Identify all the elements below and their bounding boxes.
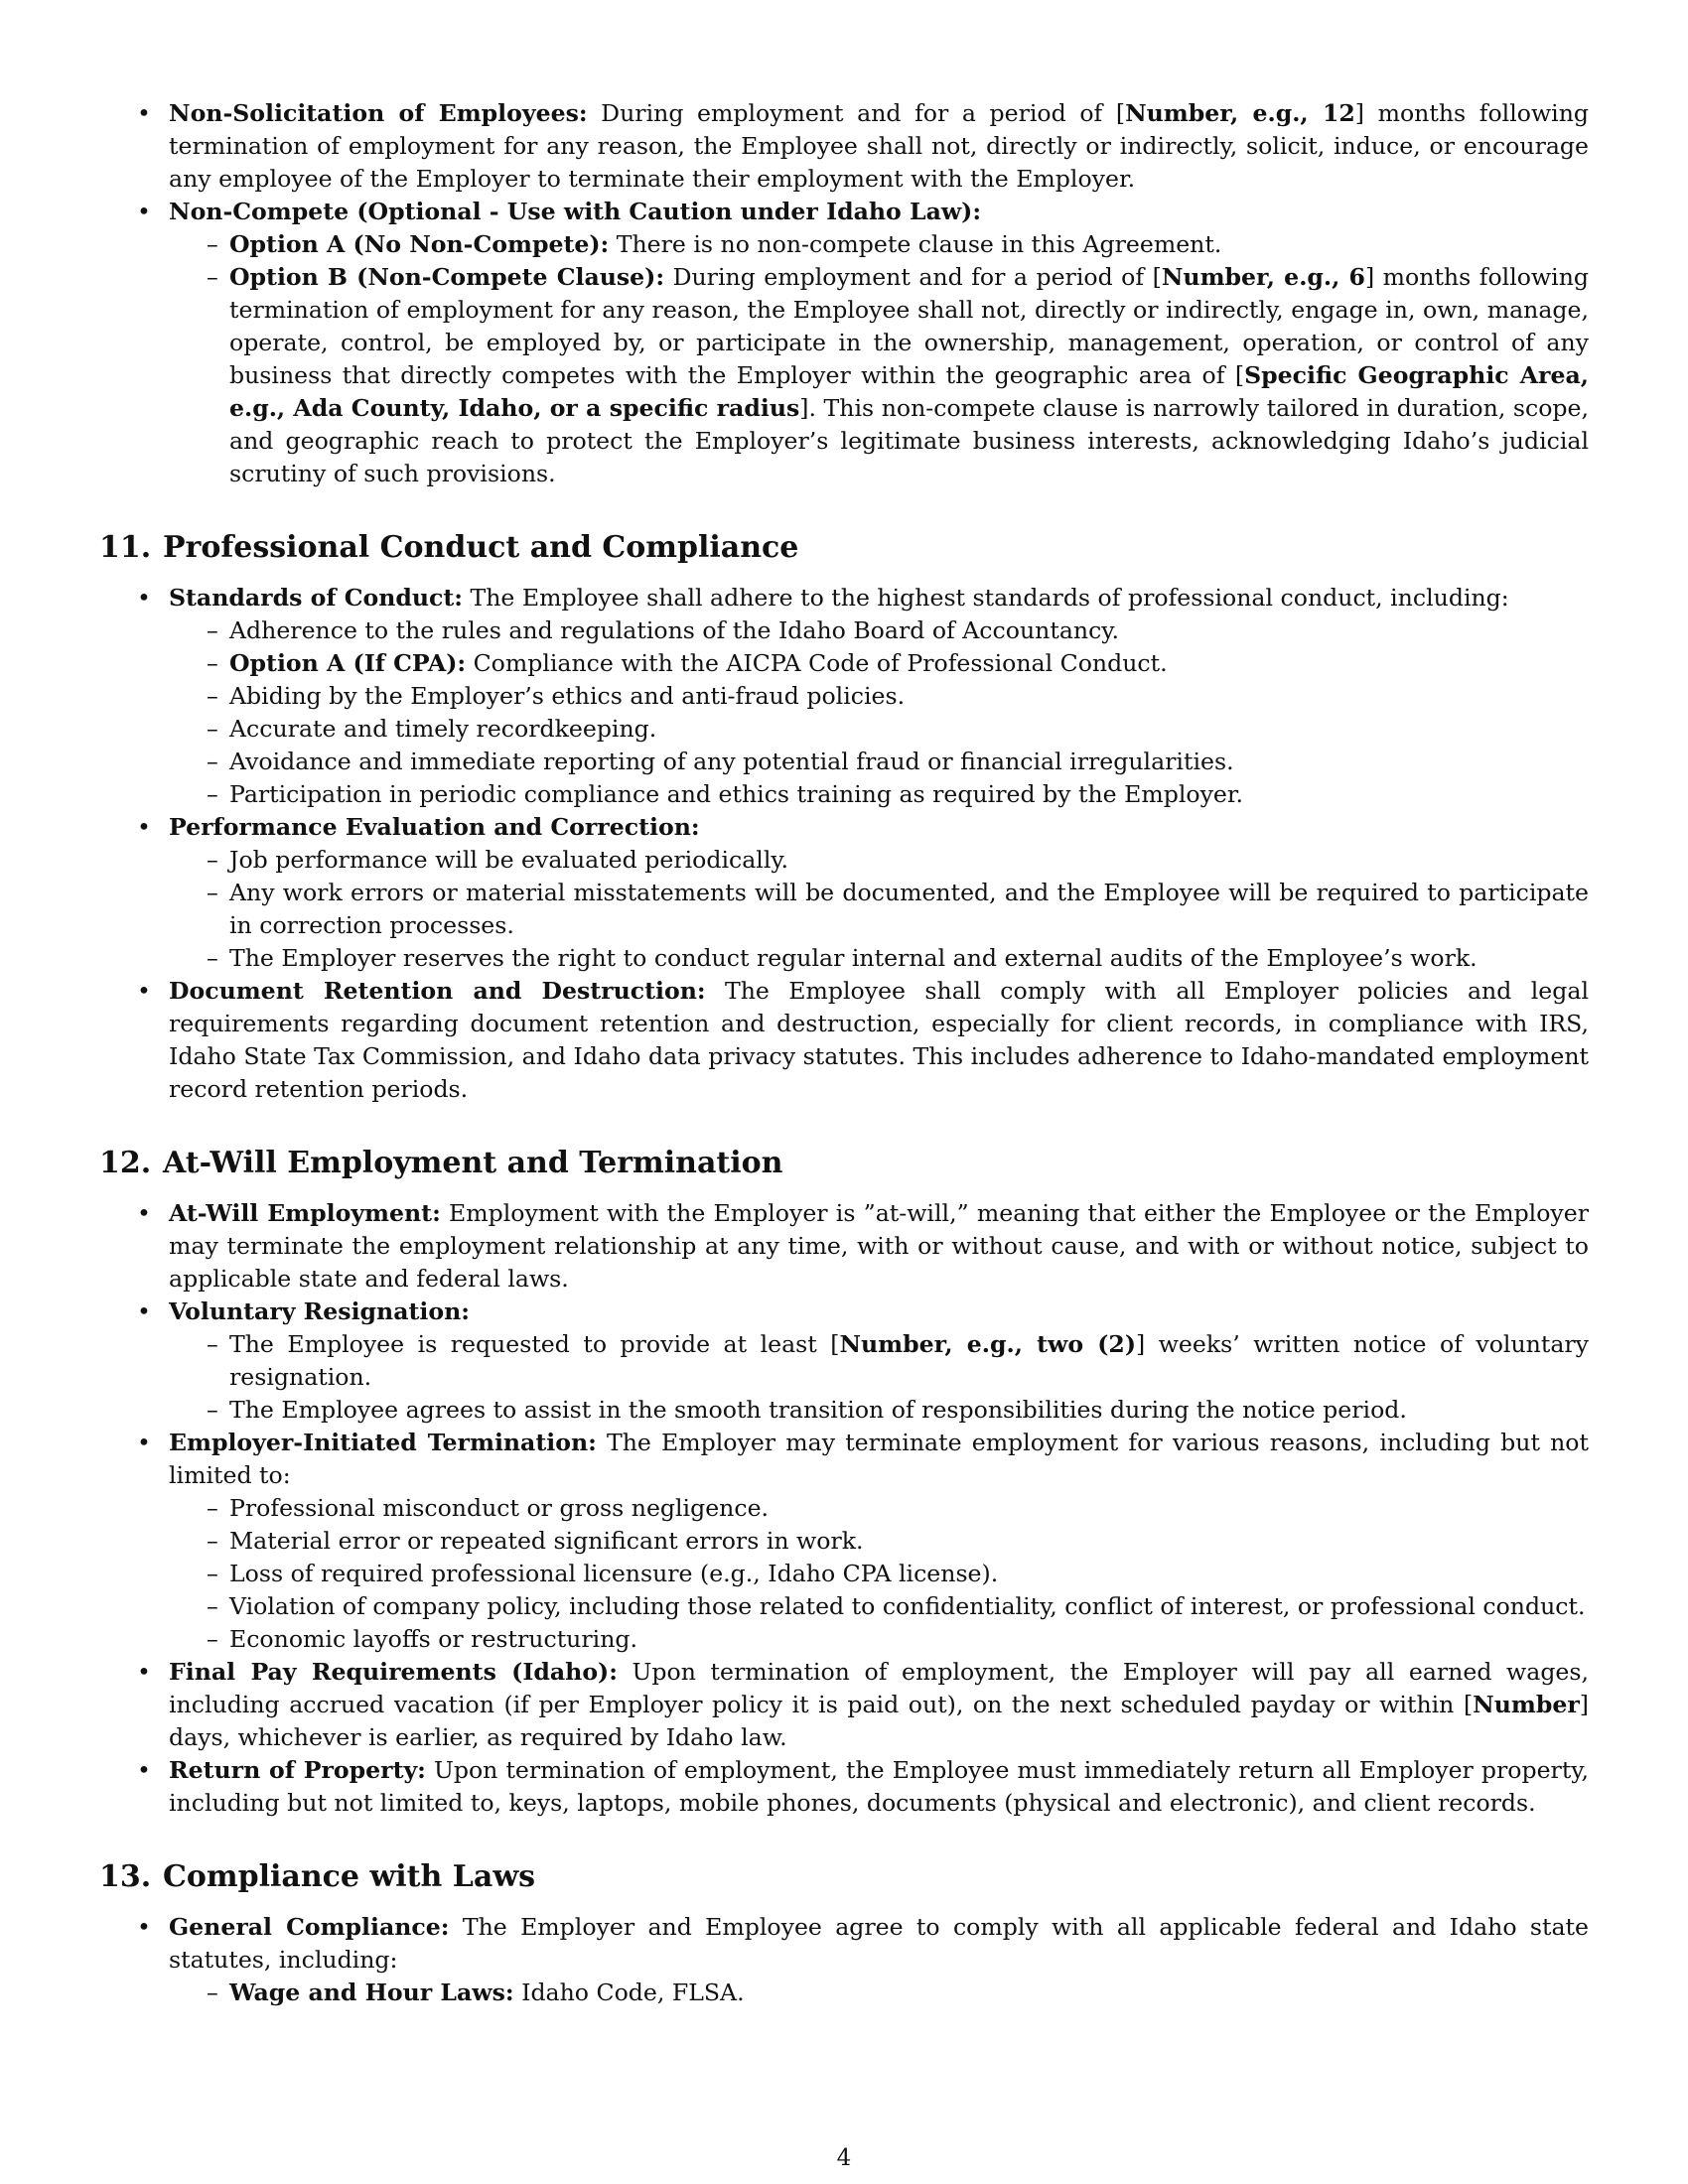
sub-item: – Loss of required professional licensure (e.g., Idaho CPA license). xyxy=(169,1558,1589,1590)
list-item-final-pay: • Final Pay Requirements (Idaho): Upon termination of employment, the Employer will pay all earned wages, including accrued vacation (if per Employer policy it is paid out), on the next scheduled payday or within [Number] days, whichever is earlier, as required by Idaho law. xyxy=(99,1656,1589,1754)
list-item-return-property: • Return of Property: Upon termination of employment, the Employee must immediately return all Employer property, including but not limited to, keys, laptops, mobile phones, documents (physical and electronic), and client records. xyxy=(99,1754,1589,1820)
sub-item: – Violation of company policy, including those related to confidentiality, conflict of interest, or professional conduct. xyxy=(169,1590,1589,1623)
termination-reasons-sublist xyxy=(169,1492,1589,1656)
list-item-non-solicitation: • Non-Solicitation of Employees: During employment and for a period of [Number, e.g., 12] months following termination of employment for any reason, the Employee shall not, directly or indirectly, solicit, induce, or encourage any employee of the Employer to terminate their employment with the Employer. xyxy=(99,97,1589,196)
section12-list xyxy=(99,1197,1589,1820)
sub-item-option-a: – Option A (No Non-Compete): There is no non-compete clause in this Agreement. xyxy=(169,228,1589,261)
section-heading-11: 11. Professional Conduct and Compliance xyxy=(99,530,799,565)
performance-sublist xyxy=(169,844,1589,975)
sub-item: – Wage and Hour Laws: Idaho Code, FLSA. xyxy=(169,1977,1589,2009)
non-compete-options xyxy=(169,228,1589,490)
sub-item: – Accurate and timely recordkeeping. xyxy=(169,713,1589,746)
list-item-document-retention: • Document Retention and Destruction: The Employee shall comply with all Employer policies and legal requirements regarding document retention and destruction, especially for client records, in compliance with IRS, Idaho State Tax Commission, and Idaho data privacy statutes. This includes adherence to Idaho-mandated employment record retention periods. xyxy=(99,975,1589,1106)
sub-item: – Adherence to the rules and regulations of the Idaho Board of Accountancy. xyxy=(169,614,1589,647)
list-item-at-will: • At-Will Employment: Employment with the Employer is ”at-will,” meaning that either the Employee or the Employer may terminate the employment relationship at any time, with or without cause, and with or without notice, subject to applicable state and federal laws. xyxy=(99,1197,1589,1296)
resignation-sublist xyxy=(169,1328,1589,1427)
compliance-sublist xyxy=(169,1977,1589,2009)
list-item-non-compete xyxy=(99,196,1589,490)
sub-item: – Economic layoffs or restructuring. xyxy=(169,1623,1589,1656)
sub-item: – Abiding by the Employer’s ethics and anti-fraud policies. xyxy=(169,680,1589,713)
section10-continued-list xyxy=(99,97,1589,490)
section11-list xyxy=(99,582,1589,1106)
page-number: 4 xyxy=(836,2145,852,2171)
sub-item: – Avoidance and immediate reporting of any potential fraud or financial irregularities. xyxy=(169,746,1589,778)
item-label: Non-Compete (Optional - Use with Caution under Idaho Law): xyxy=(169,198,982,225)
sub-item: – Any work errors or material misstatements will be documented, and the Employee will be required to participate in correction processes. xyxy=(169,877,1589,942)
sub-item: – The Employee agrees to assist in the smooth transition of responsibilities during the notice period. xyxy=(169,1394,1589,1427)
item-label: Non-Solicitation of Employees: xyxy=(169,99,588,127)
section13-list xyxy=(99,1911,1589,2009)
sub-item: – Material error or repeated significant errors in work. xyxy=(169,1525,1589,1558)
section-heading-12: 12. At-Will Employment and Termination xyxy=(99,1146,783,1180)
sub-item: – Job performance will be evaluated periodically. xyxy=(169,844,1589,877)
list-item-standards: • Standards of Conduct: The Employee shall adhere to the highest standards of professional conduct, including: – Adherence to the rules and regulations of the Idaho Board of Accountancy. – Option A (If CPA): Compliance with the AICPA Code of Professional Conduct. – Abiding by the Employer’s ethics and anti-fraud policies. – Accurate and timely recordkeeping. – Avoidance and immediate reporting of any potential fraud or financial irregularities. – Participation in periodic compliance and ethics training as required by the Employer. xyxy=(99,582,1589,811)
list-item-voluntary-resignation: • Voluntary Resignation: – The Employee is requested to provide at least [Number, e.g., two (2)] weeks’ written notice of voluntary resignation. – The Employee agrees to assist in the smooth transition of responsibilities during the notice period. xyxy=(99,1296,1589,1427)
page-content xyxy=(99,97,1589,2009)
sub-item: – The Employee is requested to provide at least [Number, e.g., two (2)] weeks’ written notice of voluntary resignation. xyxy=(169,1328,1589,1394)
sub-item: – Participation in periodic compliance and ethics training as required by the Employer. xyxy=(169,778,1589,811)
section-heading-13: 13. Compliance with Laws xyxy=(99,1859,536,1894)
standards-sublist xyxy=(169,614,1589,811)
sub-item: – Professional misconduct or gross negligence. xyxy=(169,1492,1589,1525)
list-item-employer-termination: • Employer-Initiated Termination: The Employer may terminate employment for various reasons, including but not limited to: – Professional misconduct or gross negligence. – Material error or repeated significant errors in work. – Loss of required professional licensure (e.g., Idaho CPA license). – Violation of company policy, including those related to confidentiality, conflict of interest, or professional conduct. – Economic layoffs or restructuring. xyxy=(99,1427,1589,1656)
sub-item: – Option A (If CPA): Compliance with the AICPA Code of Professional Conduct. xyxy=(169,647,1589,680)
sub-item: – The Employer reserves the right to conduct regular internal and external audits of the Employee’s work. xyxy=(169,942,1589,975)
sub-item-option-b: – Option B (Non-Compete Clause): During employment and for a period of [Number, e.g., 6] months following termination of employment for any reason, the Employee shall not, directly or indirectly, engage in, own, manage, operate, control, be employed by, or participate in the ownership, management, operation, or control of any business that directly competes with the Employer within the geographic area of [Specific Geographic Area, e.g., Ada County, Idaho, or a specific radius]. This non-compete clause is narrowly tailored in duration, scope, and geographic reach to protect the Employer’s legitimate business interests, acknowledging Idaho’s judicial scrutiny of such provisions. xyxy=(169,261,1589,490)
list-item-performance: • Performance Evaluation and Correction: – Job performance will be evaluated periodically. – Any work errors or material misstatements will be documented, and the Employee will be required to participate in correction processes. – The Employer reserves the right to conduct regular internal and external audits of the Employee’s work. xyxy=(99,811,1589,975)
list-item-general-compliance: • General Compliance: The Employer and Employee agree to comply with all applicable federal and Idaho state statutes, including: – Wage and Hour Laws: Idaho Code, FLSA. xyxy=(99,1911,1589,2009)
